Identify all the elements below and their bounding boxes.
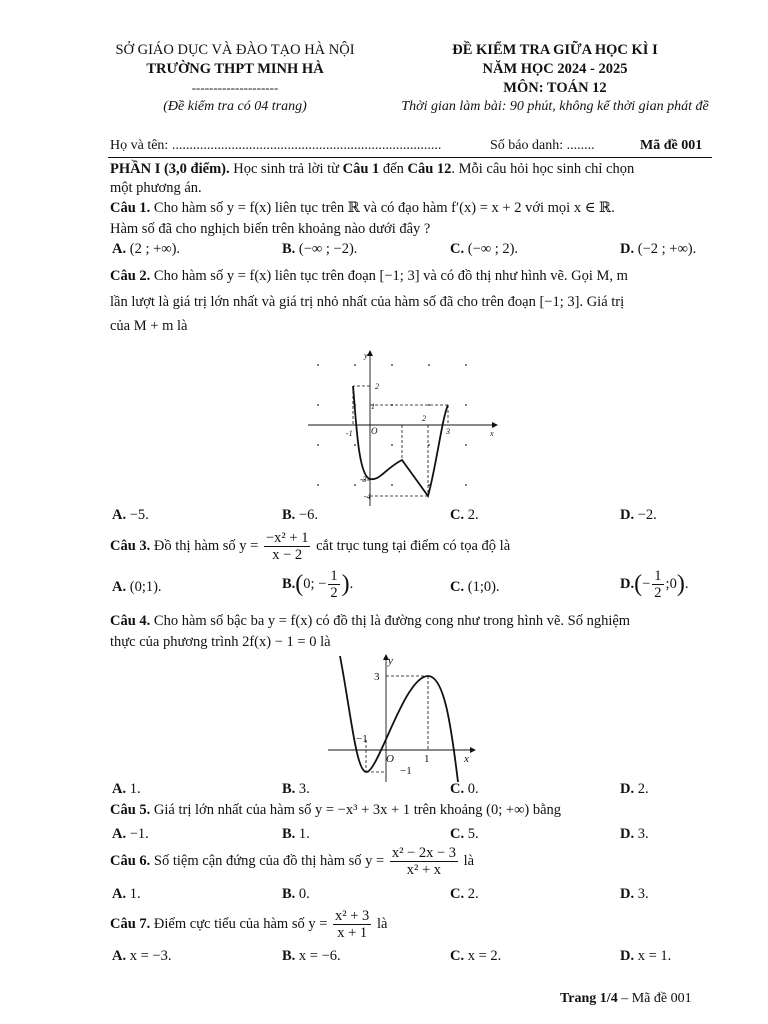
q2-option-d[interactable]: D. −2.: [620, 507, 657, 523]
q6-option-a[interactable]: A. 1.: [112, 886, 141, 902]
exam-title: ĐỀ KIỂM TRA GIỮA HỌC KÌ I: [452, 42, 658, 58]
time-note: Thời gian làm bài: 90 phút, không kể thời gian phát đề: [401, 99, 709, 114]
question-3: Câu 3. Đồ thị hàm số y = $\frac{\text{−x² + 1}}{x - 2}$ cắt trục tung tại điểm có tọa độ là: [110, 530, 511, 563]
svg-text:1: 1: [424, 753, 430, 765]
q6-fraction: $\frac{\text{x² − 2x − 3}}{\text{x² + x}}$: [391, 845, 457, 878]
department-name: SỞ GIÁO DỤC VÀ ĐÀO TẠO HÀ NỘI: [115, 42, 355, 58]
q7-option-a[interactable]: A. x = −3.: [112, 948, 172, 964]
svg-text:x: x: [464, 753, 469, 765]
svg-text:y: y: [364, 351, 368, 360]
svg-text:O: O: [371, 426, 378, 436]
q4-option-c[interactable]: C. 0.: [450, 781, 479, 797]
q7-option-b[interactable]: B. x = −6.: [282, 948, 341, 964]
svg-text:-4: -4: [364, 492, 371, 501]
svg-text:2: 2: [375, 382, 379, 391]
pages-note: (Đề kiểm tra có 04 trang): [163, 99, 307, 114]
svg-text:3: 3: [374, 671, 380, 683]
q5-option-c[interactable]: C. 5.: [450, 826, 479, 842]
question-7: Câu 7. Điểm cực tiểu của hàm số y = $\frac{\text{x² + 3}}{x + 1}$ là: [110, 908, 388, 941]
question-4: Câu 4. Cho hàm số bậc ba y = f(x) có đồ thị là đường cong như trong hình vẽ. Số nghiệm: [110, 613, 631, 629]
student-id-field: Số báo danh: ........: [490, 138, 595, 153]
svg-text:x: x: [490, 429, 494, 438]
svg-text:y: y: [388, 655, 393, 667]
q2-option-a[interactable]: A. −5.: [112, 507, 149, 523]
q1-option-b[interactable]: B. (−∞ ; −2).: [282, 241, 358, 257]
q7-option-d[interactable]: D. x = 1.: [620, 948, 672, 964]
q6-option-d[interactable]: D. 3.: [620, 886, 649, 902]
q5-option-d[interactable]: D. 3.: [620, 826, 649, 842]
q3-fraction: $\frac{\text{−x² + 1}}{x - 2}$: [266, 530, 309, 563]
part1-instructions-line2: một phương án.: [110, 180, 202, 196]
q2-function-curve: [353, 386, 448, 496]
q5-option-b[interactable]: B. 1.: [282, 826, 310, 842]
svg-text:−1: −1: [356, 733, 368, 745]
q7-fraction: $\frac{\text{x² + 3}}{x + 1}$: [335, 908, 370, 941]
svg-text:1: 1: [371, 402, 375, 411]
school-name: TRƯỜNG THPT MINH HÀ: [146, 61, 324, 77]
q3-option-d[interactable]: D.(− $\frac{1}{2}$ ;0).: [620, 568, 689, 601]
question-4-line2: thực của phương trình 2f(x) − 1 = 0 là: [110, 634, 331, 650]
q1-option-c[interactable]: C. (−∞ ; 2).: [450, 241, 519, 257]
question-2-line3: của M + m là: [110, 318, 188, 334]
q3-option-b[interactable]: B.(0; − $\frac{1}{2}$ ).: [282, 568, 354, 601]
question-2-line2: lần lượt là giá trị lớn nhất và giá trị nhỏ nhất của hàm số đã cho trên đoạn [−1; 3]. Giá trị: [110, 294, 625, 310]
page-footer: Trang 1/4 – Mã đề 001: [560, 991, 692, 1006]
q2-option-b[interactable]: B. −6.: [282, 507, 318, 523]
question-2: Câu 2. Cho hàm số y = f(x) liên tục trên đoạn [−1; 3] và có đồ thị như hình vẽ. Gọi M, m: [110, 268, 628, 284]
q6-option-b[interactable]: B. 0.: [282, 886, 310, 902]
q4-option-b[interactable]: B. 3.: [282, 781, 310, 797]
q4-option-a[interactable]: A. 1.: [112, 781, 141, 797]
q1-option-d[interactable]: D. (−2 ; +∞).: [620, 241, 697, 257]
subject: MÔN: TOÁN 12: [503, 80, 607, 96]
q3-option-c[interactable]: C. (1;0).: [450, 579, 500, 595]
header-divider: [108, 157, 712, 158]
part1-instructions: PHẦN I (3,0 điểm). Học sinh trả lời từ Câu 1 đến Câu 12. Mỗi câu hỏi học sinh chỉ chọn: [110, 161, 635, 177]
svg-text:2: 2: [422, 414, 426, 423]
q7-option-c[interactable]: C. x = 2.: [450, 948, 502, 964]
svg-text:O: O: [386, 753, 394, 765]
question-5: Câu 5. Giá trị lớn nhất của hàm số y = −x³ + 3x + 1 trên khoảng (0; +∞) bằng: [110, 802, 562, 818]
svg-text:-3: -3: [360, 475, 367, 484]
question-6: Câu 6. Số tiệm cận đứng của đồ thị hàm số y = $\frac{\text{x² − 2x − 3}}{\text{x² + x}}$ là: [110, 845, 475, 878]
q3-option-a[interactable]: A. (0;1).: [112, 579, 162, 595]
svg-text:3: 3: [446, 427, 450, 436]
q1-option-a[interactable]: A. (2 ; +∞).: [112, 241, 181, 257]
svg-text:−1: −1: [400, 765, 412, 777]
q2-option-c[interactable]: C. 2.: [450, 507, 479, 523]
header-dashes: --------------------: [191, 80, 279, 95]
question-1-line2: Hàm số đã cho nghịch biến trên khoảng nào dưới đây ?: [110, 221, 431, 237]
exam-code: Mã đề 001: [640, 138, 703, 153]
q4-option-d[interactable]: D. 2.: [620, 781, 649, 797]
q5-option-a[interactable]: A. −1.: [112, 826, 149, 842]
student-name-field: Họ và tên: .............................................................................: [110, 138, 442, 153]
school-year: NĂM HỌC 2024 - 2025: [482, 61, 628, 77]
q4-graph: [326, 654, 476, 784]
svg-text:-1: -1: [346, 429, 353, 438]
q2-graph: [300, 348, 500, 508]
question-1: Câu 1. Cho hàm số y = f(x) liên tục trên ℝ và có đạo hàm f′(x) = x + 2 với mọi x ∈ ℝ.: [110, 200, 615, 216]
q6-option-c[interactable]: C. 2.: [450, 886, 479, 902]
q4-cubic-curve: [340, 656, 458, 782]
